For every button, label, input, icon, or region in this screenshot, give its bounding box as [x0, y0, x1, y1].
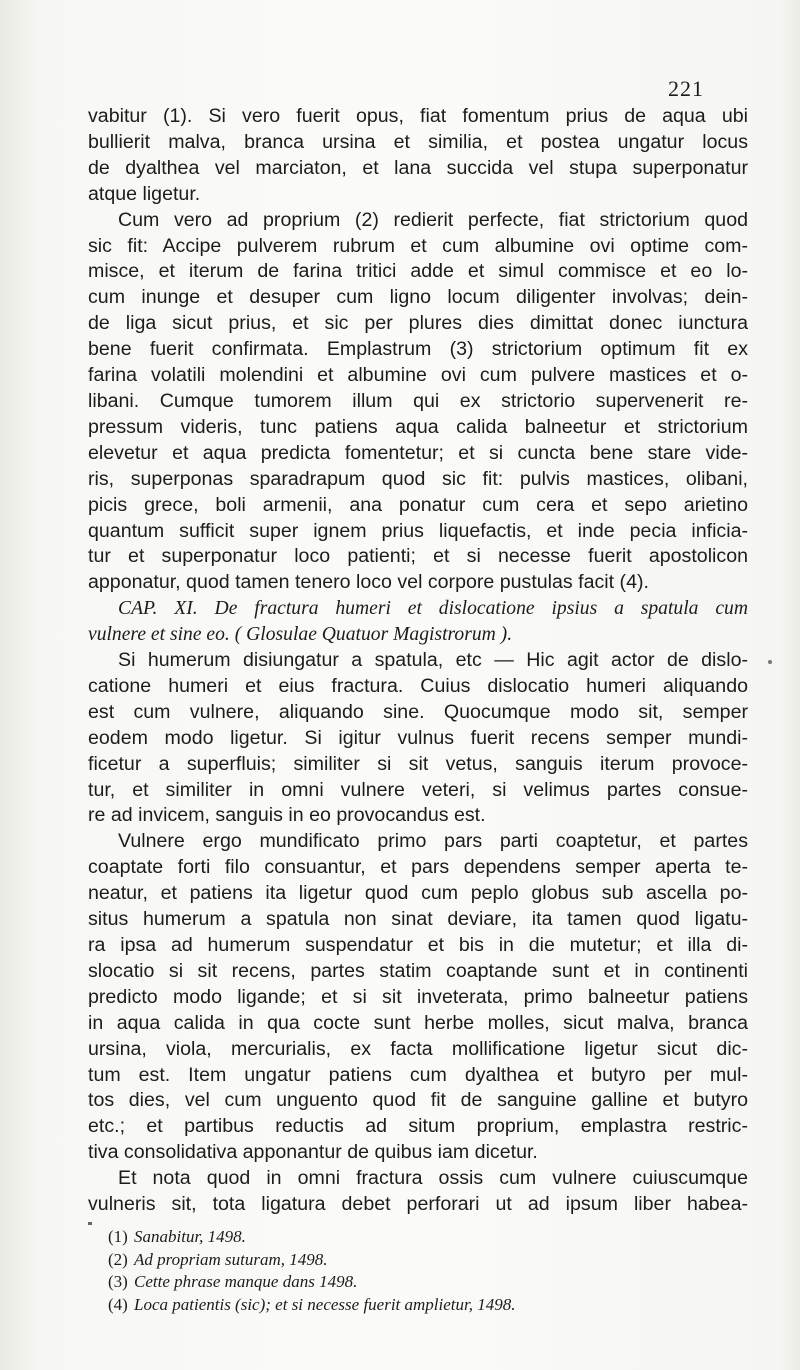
text-line: vulneris sit, tota ligatura debet perforari ut ad ipsum liber habea-	[88, 1193, 748, 1216]
text-line: est cum vulnere, aliquando sine. Quocumque modo sit, semper	[88, 700, 748, 723]
text-line: Et nota quod in omni fractura ossis cum vulnere cuiuscumque	[118, 1167, 748, 1190]
footnote-number: (1)	[108, 1227, 128, 1246]
text-line: in aqua calida in qua cocte sunt herbe molles, sicut malva, branca	[88, 1011, 748, 1034]
margin-speck	[768, 660, 772, 664]
footnote-text: Ad propriam suturam, 1498.	[134, 1249, 328, 1269]
text-line: picis grece, boli armenii, ana ponatur cum cera et sepo arietino	[88, 493, 748, 516]
text-line: neatur, et patiens ita ligetur quod cum peplo globus sub ascella po-	[88, 882, 748, 905]
text-line: catione humeri et eius fractura. Cuius dislocatio humeri aliquando	[88, 674, 748, 697]
text-line: apponatur, quod tamen tenero loco vel corpore pustulas facit (4).	[88, 571, 649, 594]
text-line: farina volatili molendini et albumine ovi cum pulvere mastices et o-	[88, 364, 748, 387]
text-line: slocatio si sit recens, partes statim coaptande sunt et in continenti	[88, 959, 748, 982]
text-line: cum inunge et desuper cum ligno locum diligenter involvas; dein-	[88, 286, 748, 309]
text-line: tos dies, vel cum unguento quod fit de sanguine galline et butyro	[88, 1089, 748, 1112]
footnotes	[108, 1226, 728, 1316]
footnote-text: Loca patientis (sic); et si necesse fuerit amplietur, 1498.	[134, 1294, 516, 1314]
text-line: pressum videris, tunc patiens aqua calida balneetur et strictorium	[88, 415, 748, 438]
text-line: situs humerum a spatula non sinat deviare, ita tamen quod ligatu-	[88, 908, 748, 931]
text-line: tiva consolidativa apponantur de quibus iam dicetur.	[88, 1141, 538, 1164]
page-number: 221	[668, 76, 704, 101]
footnote-number: (4)	[108, 1294, 128, 1314]
footnote	[108, 1294, 728, 1317]
footnote-number: (2)	[108, 1249, 128, 1269]
text-line: Si humerum disiungatur a spatula, etc — Hic agit actor de dislo-	[118, 649, 748, 672]
footnote	[108, 1226, 728, 1249]
text-line: coaptate forti filo consuantur, et pars dependens semper aperta te-	[88, 856, 748, 879]
footnote-number: (3)	[108, 1272, 128, 1291]
text-line: sic fit: Accipe pulverem rubrum et cum albumine ovi optime com-	[88, 234, 748, 257]
text-line: bullierit malva, branca ursina et similia, et postea ungatur locus	[88, 130, 748, 153]
text-line: misce, et iterum de farina tritici adde et simul commisce et eo lo-	[88, 260, 748, 283]
text-line: Cum vero ad proprium (2) redierit perfecte, fiat strictorium quod	[118, 208, 748, 231]
text-line: ris, superponas sparadrapum quod sic fit: pulvis mastices, olibani,	[88, 467, 748, 490]
text-line: Vulnere ergo mundificato primo pars parti coaptetur, et partes	[118, 830, 748, 853]
text-line: tum est. Item ungatur patiens cum dyalthea et butyro per mul-	[88, 1063, 748, 1086]
text-line: tur et superponatur loco patienti; et si necesse fuerit apostolicon	[88, 545, 748, 568]
footnote	[108, 1271, 728, 1294]
text-line: quantum sufficit super ignem prius liquefactis, et inde pecia inficia-	[88, 519, 748, 542]
text-line: re ad invicem, sanguis in eo provocandus est.	[88, 804, 486, 827]
text-line: de dyalthea vel marciaton, et lana succida vel stupa superponatur	[88, 156, 748, 179]
text-line: elevetur et aqua predicta fomentetur; et si cuncta bene stare vide-	[88, 441, 748, 464]
text-line: etc.; et partibus reductis ad situm proprium, emplastra restric-	[88, 1115, 748, 1138]
text-line: predicto modo ligande; et si sit inveterata, primo balneetur patiens	[88, 985, 748, 1008]
text-line: tur, et similiter in omni vulnere veteri, si velimus partes consue-	[88, 778, 748, 801]
text-line: ficetur a superfluis; similiter si sit vetus, sanguis iterum provoce-	[88, 752, 748, 775]
text-line: bene fuerit confirmata. Emplastrum (3) strictorium optimum fit ex	[88, 338, 748, 361]
text-line: de liga sicut prius, et sic per plures dies dimittat donec iunctura	[88, 312, 748, 335]
text-line: ra ipsa ad humerum suspendatur et bis in die mutetur; et illa di-	[88, 934, 748, 956]
footnote	[108, 1249, 728, 1272]
text-line: libani. Cumque tumorem illum qui ex strictorio supervenerit re-	[88, 389, 748, 412]
text-line: vabitur (1). Si vero fuerit opus, fiat fomentum prius de aqua ubi	[88, 105, 748, 127]
footnote-text: Sanabitur, 1498.	[134, 1227, 246, 1246]
footnote-mark	[88, 1222, 92, 1225]
body-text	[88, 104, 748, 1218]
footnote-text: Cette phrase manque dans 1498.	[134, 1272, 358, 1291]
text-line: eodem modo ligetur. Si igitur vulnus fuerit recens semper mundi-	[88, 726, 748, 749]
text-line: CAP. XI. De fractura humeri et dislocatione ipsius a spatula cum	[118, 598, 748, 620]
text-line: atque ligetur.	[88, 182, 201, 205]
text-line: vulnere et sine eo. ( Glosulae Quatuor Magistrorum ).	[88, 624, 513, 646]
text-line: ursina, viola, mercurialis, ex facta mollificatione ligetur sicut dic-	[88, 1037, 748, 1060]
